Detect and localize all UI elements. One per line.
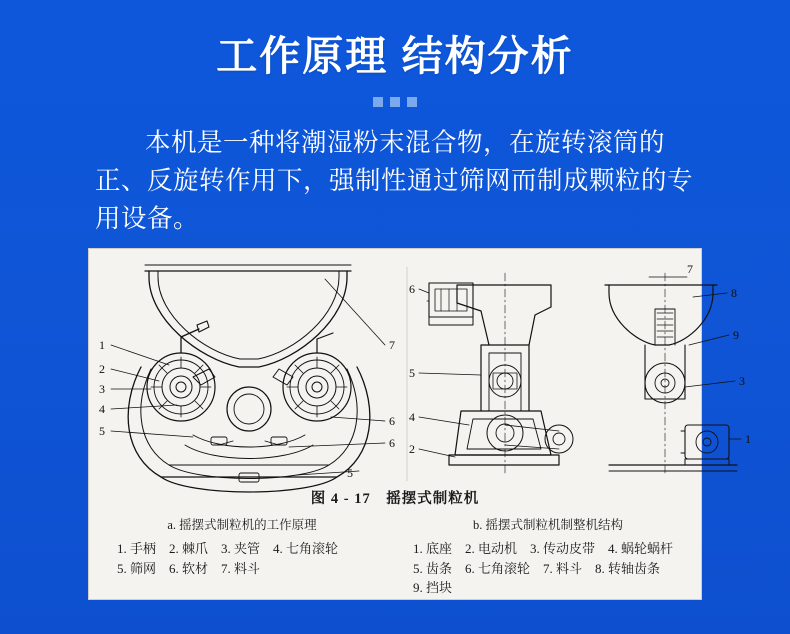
- legend-right-row-2: 5. 齿条 6. 七角滚轮 7. 料斗 8. 转轴齿条: [413, 560, 661, 576]
- title-dots: [0, 97, 790, 107]
- callout-right-1: 1: [745, 432, 751, 446]
- callout-right-8: 8: [731, 286, 737, 300]
- legend-left: [89, 539, 395, 598]
- callout-left-6b: 6: [389, 436, 395, 450]
- callout-left-4: 4: [99, 402, 105, 416]
- callout-right-3: 3: [739, 374, 745, 388]
- callout-right-4: 4: [409, 410, 415, 424]
- dot-1: [373, 97, 383, 107]
- legend-right-row-1: 1. 底座 2. 电动机 3. 传动皮带 4. 蜗轮蜗杆: [413, 541, 674, 556]
- dot-3: [407, 97, 417, 107]
- legend-left-row-1: 1. 手柄 2. 棘爪 3. 夹管 4. 七角滚轮: [117, 541, 339, 556]
- legend-right-row-3: 9. 挡块: [413, 580, 453, 595]
- callout-left-5b: 5: [347, 466, 353, 480]
- intro-paragraph: 本机是一种将潮湿粉末混合物，在旋转滚筒的正、反旋转作用下，强制性通过筛网而制成颗粒的专用设备。: [95, 129, 694, 233]
- legend-left-row-2: 5. 筛网 6. 软材 7. 料斗: [117, 560, 261, 576]
- callout-left-5: 5: [99, 424, 105, 438]
- sub-caption-right: b. 摇摆式制粒机制整机结构: [472, 518, 623, 532]
- figure-diagram-card: [88, 248, 751, 600]
- callout-left-7: 7: [389, 338, 395, 352]
- callout-left-1: 1: [99, 338, 105, 352]
- callout-right-2: 2: [409, 442, 415, 456]
- figure-legend: [89, 539, 701, 598]
- callout-right-7: 7: [687, 262, 693, 276]
- callout-left-3: 3: [99, 382, 105, 396]
- legend-right: [395, 539, 701, 598]
- figure-caption: 图 4 - 17 摇摆式制粒机: [310, 491, 480, 507]
- callout-right-6: 6: [409, 282, 415, 296]
- sub-caption-left: a. 摇摆式制粒机的工作原理: [167, 518, 317, 532]
- callout-left-6: 6: [389, 414, 395, 428]
- dot-2: [390, 97, 400, 107]
- callout-right-5: 5: [409, 366, 415, 380]
- figure-sub-captions: [89, 515, 701, 533]
- callout-right-9: 9: [733, 328, 739, 342]
- callout-left-2: 2: [99, 362, 105, 376]
- page-title: 工作原理 结构分析: [216, 33, 574, 79]
